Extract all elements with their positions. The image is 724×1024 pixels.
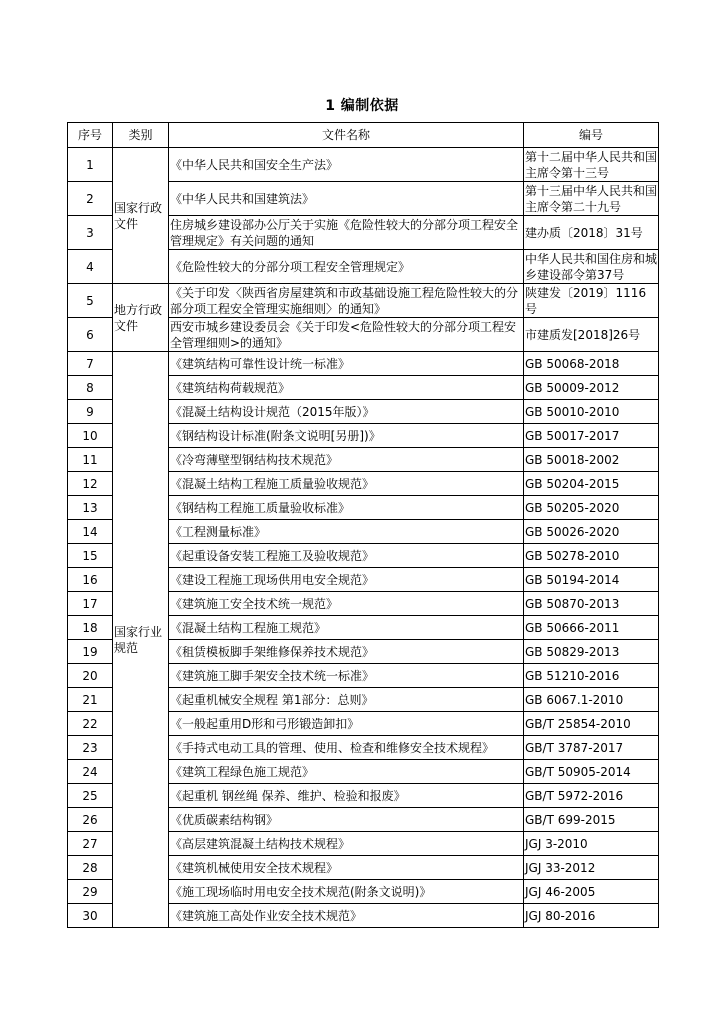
row-code: GB/T 5972-2016: [524, 784, 659, 808]
row-name: 《建筑机械使用安全技术规程》: [169, 856, 524, 880]
row-code: GB/T 25854-2010: [524, 712, 659, 736]
table-header-row: [68, 123, 659, 148]
row-no: 1: [68, 148, 113, 182]
row-name: 《钢结构工程施工质量验收标准》: [169, 496, 524, 520]
row-no: 21: [68, 688, 113, 712]
row-name: 《起重机 钢丝绳 保养、维护、检验和报废》: [169, 784, 524, 808]
row-code: GB 50194-2014: [524, 568, 659, 592]
row-code: JGJ 46-2005: [524, 880, 659, 904]
row-no: 28: [68, 856, 113, 880]
compilation-basis-table: [67, 122, 659, 928]
row-no: 9: [68, 400, 113, 424]
page-title: 1 编制依据: [325, 98, 399, 114]
category-cell: 国家行政文件: [113, 148, 169, 284]
header-no: 序号: [68, 123, 113, 148]
row-no: 10: [68, 424, 113, 448]
row-no: 5: [68, 284, 113, 318]
row-code: GB 6067.1-2010: [524, 688, 659, 712]
row-code: 陕建发〔2019〕1116号: [524, 284, 659, 318]
row-code: GB 50205-2020: [524, 496, 659, 520]
row-no: 17: [68, 592, 113, 616]
row-code: GB/T 699-2015: [524, 808, 659, 832]
row-code: JGJ 3-2010: [524, 832, 659, 856]
row-no: 13: [68, 496, 113, 520]
row-no: 6: [68, 318, 113, 352]
row-no: 19: [68, 640, 113, 664]
row-no: 29: [68, 880, 113, 904]
row-name: 《一般起重用D形和弓形锻造卸扣》: [169, 712, 524, 736]
row-no: 12: [68, 472, 113, 496]
row-code: GB/T 50905-2014: [524, 760, 659, 784]
row-code: GB 50018-2002: [524, 448, 659, 472]
row-name: 《混凝土结构设计规范（2015年版）》: [169, 400, 524, 424]
row-code: GB 50026-2020: [524, 520, 659, 544]
row-no: 24: [68, 760, 113, 784]
header-category: 类别: [113, 123, 169, 148]
row-code: GB 50870-2013: [524, 592, 659, 616]
row-code: GB 50009-2012: [524, 376, 659, 400]
row-code: GB 50204-2015: [524, 472, 659, 496]
row-code: 第十二届中华人民共和国主席令第十三号: [525, 149, 658, 180]
row-no: 2: [68, 182, 113, 216]
row-name: 《优质碳素结构钢》: [169, 808, 524, 832]
row-no: 8: [68, 376, 113, 400]
row-code: GB 50010-2010: [524, 400, 659, 424]
row-no: 22: [68, 712, 113, 736]
row-code: GB 50829-2013: [524, 640, 659, 664]
row-name: 《中华人民共和国安全生产法》: [169, 148, 524, 182]
header-name: 文件名称: [169, 123, 524, 148]
row-name: 《起重机械安全规程 第1部分：总则》: [169, 688, 524, 712]
row-code: 第十三届中华人民共和国主席令第二十九号: [525, 183, 658, 214]
row-name: 《危险性较大的分部分项工程安全管理规定》: [169, 250, 524, 284]
row-name: 住房城乡建设部办公厅关于实施《危险性较大的分部分项工程安全管理规定》有关问题的通知: [169, 216, 524, 250]
row-code: GB 50666-2011: [524, 616, 659, 640]
category-cell: 地方行政文件: [113, 284, 169, 352]
row-code: 建办质〔2018〕31号: [524, 216, 659, 250]
row-code: 市建质发[2018]26号: [524, 318, 659, 352]
row-name: 《建筑结构可靠性设计统一标准》: [169, 352, 524, 376]
row-name: 《起重设备安装工程施工及验收规范》: [169, 544, 524, 568]
row-name: 《手持式电动工具的管理、使用、检查和维修安全技术规程》: [169, 736, 524, 760]
row-name: 《建筑施工脚手架安全技术统一标准》: [169, 664, 524, 688]
row-no: 27: [68, 832, 113, 856]
row-name: 《施工现场临时用电安全技术规范(附条文说明)》: [169, 880, 524, 904]
table-row: [68, 352, 659, 376]
table-row: [68, 148, 659, 182]
row-name: 西安市城乡建设委员会《关于印发<危险性较大的分部分项工程安全管理细则>的通知》: [169, 318, 524, 352]
row-name: 《混凝土结构工程施工规范》: [169, 616, 524, 640]
row-no: 7: [68, 352, 113, 376]
row-no: 15: [68, 544, 113, 568]
row-name: 《建筑结构荷载规范》: [169, 376, 524, 400]
row-no: 25: [68, 784, 113, 808]
row-name: 《建筑工程绿色施工规范》: [169, 760, 524, 784]
row-no: 4: [68, 250, 113, 284]
row-name: 《冷弯薄壁型钢结构技术规范》: [169, 448, 524, 472]
row-no: 23: [68, 736, 113, 760]
row-code: GB 50068-2018: [524, 352, 659, 376]
row-code: GB 50278-2010: [524, 544, 659, 568]
row-name: 《钢结构设计标准(附条文说明[另册])》: [169, 424, 524, 448]
row-name: 《关于印发〈陕西省房屋建筑和市政基础设施工程危险性较大的分部分项工程安全管理实施细则〉的通知》: [169, 284, 524, 318]
row-no: 14: [68, 520, 113, 544]
row-name: 《中华人民共和国建筑法》: [169, 182, 524, 216]
row-name: 《租赁模板脚手架维修保养技术规范》: [169, 640, 524, 664]
row-no: 11: [68, 448, 113, 472]
header-code: 编号: [524, 123, 659, 148]
row-code: GB 51210-2016: [524, 664, 659, 688]
row-name: 《混凝土结构工程施工质量验收规范》: [169, 472, 524, 496]
row-code: JGJ 33-2012: [524, 856, 659, 880]
row-code: GB 50017-2017: [524, 424, 659, 448]
row-no: 16: [68, 568, 113, 592]
row-no: 3: [68, 216, 113, 250]
row-code: GB/T 3787-2017: [524, 736, 659, 760]
row-name: 《工程测量标准》: [169, 520, 524, 544]
category-cell: 国家行业规范: [113, 352, 169, 928]
row-code: 中华人民共和国住房和城乡建设部令第37号: [525, 251, 658, 282]
row-no: 26: [68, 808, 113, 832]
row-code: JGJ 80-2016: [524, 904, 659, 928]
row-no: 18: [68, 616, 113, 640]
row-name: 《建设工程施工现场供用电安全规范》: [169, 568, 524, 592]
row-no: 20: [68, 664, 113, 688]
row-no: 30: [68, 904, 113, 928]
row-name: 《高层建筑混凝土结构技术规程》: [169, 832, 524, 856]
row-name: 《建筑施工高处作业安全技术规范》: [169, 904, 524, 928]
table-row: [68, 284, 659, 318]
row-name: 《建筑施工安全技术统一规范》: [169, 592, 524, 616]
